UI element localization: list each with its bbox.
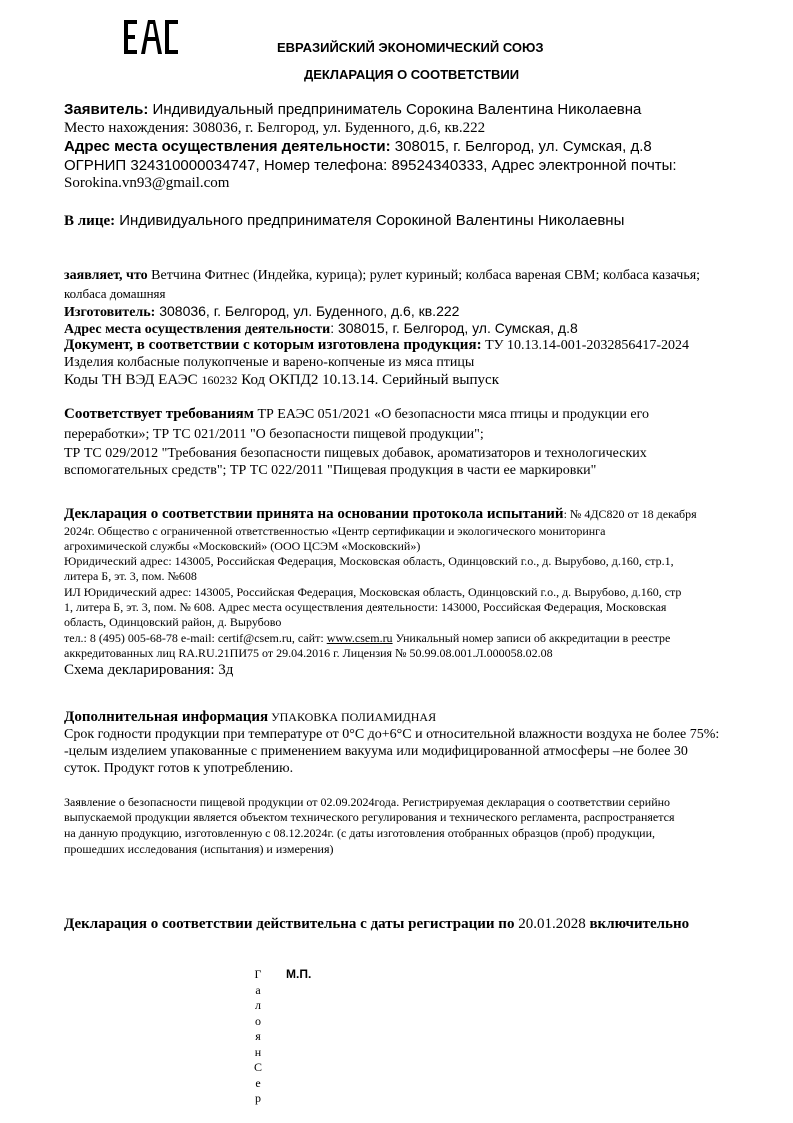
codes-prefix: Коды ТН ВЭД ЕАЭС bbox=[64, 372, 202, 388]
statement-line-2: выпускаемой продукции является объектом технического регулирования и технического регламента, распространяется bbox=[64, 810, 675, 824]
applicant-line bbox=[64, 101, 641, 118]
codes-line bbox=[64, 372, 499, 389]
document-line bbox=[64, 337, 689, 354]
declares-line bbox=[64, 268, 700, 284]
activity-line bbox=[64, 138, 652, 155]
doc-title: ДЕКЛАРАЦИЯ О СООТВЕТСТВИИ bbox=[304, 67, 520, 82]
protocol-line-4: Юридический адрес: 143005, Российская Федерация, Московская область, Одинцовский г.о., д. Вырубово, д.160, стр.1, bbox=[64, 554, 674, 568]
codes-tnved: 160232 bbox=[201, 373, 238, 387]
protocol-label: Декларация о соответствии принята на основании протокола испытаний bbox=[64, 506, 564, 522]
contacts-line: ОГРНИП 324310000034747, Номер телефона: 89524340333, Адрес электронной почты: bbox=[64, 157, 677, 174]
applicant-value: Индивидуальный предприниматель Сорокина Валентина Николаевна bbox=[148, 101, 642, 118]
person-label: В лице: bbox=[64, 213, 116, 229]
scheme-line: Схема декларирования: 3д bbox=[64, 662, 234, 678]
eac-logo bbox=[122, 18, 180, 61]
validity-line bbox=[64, 916, 689, 933]
protocol-line-7: 1, литера Б, эт. 3, пом. № 608. Адрес места осуществления деятельности: 143000, Российская Федерация, Московская bbox=[64, 600, 667, 614]
shelf-life-line-3: суток. Продукт готов к употреблению. bbox=[64, 761, 294, 776]
protocol-line-10: аккредитованных лиц RA.RU.21ПИ75 от 29.04.2016 г. Лицензия № 50.99.08.001.Л.000058.02.08 bbox=[64, 646, 553, 660]
manufacturer-label: Изготовитель: bbox=[64, 305, 156, 320]
manufacturer-activity-label: Адрес места осуществления деятельности bbox=[64, 322, 331, 337]
csem-site-link[interactable]: www.csem.ru bbox=[326, 631, 393, 645]
validity-prefix: Декларация о соответствии действительна с даты регистрации по bbox=[64, 916, 515, 932]
protocol-value: : № 4ДС820 от 18 декабря bbox=[563, 507, 697, 521]
requirements-line bbox=[64, 406, 649, 423]
requirements-label: Соответствует требованиям bbox=[64, 406, 254, 422]
requirements-line-3: ТР ТС 029/2012 "Требования безопасности пищевых добавок, ароматизаторов и технологических bbox=[64, 446, 647, 461]
manufacturer-activity-value: : 308015, г. Белгород, ул. Сумская, д.8 bbox=[330, 320, 578, 336]
activity-value: 308015, г. Белгород, ул. Сумская, д.8 bbox=[390, 138, 652, 155]
manufacturer-value: 308036, г. Белгород, ул. Буденного, д.6, кв.222 bbox=[155, 303, 460, 319]
person-line bbox=[64, 212, 624, 230]
requirements-line-2: переработки»; ТР ТС 021/2011 "О безопасности пищевой продукции"; bbox=[64, 427, 484, 442]
protocol-line-9 bbox=[64, 631, 670, 646]
declares-line-2: колбаса домашняя bbox=[64, 286, 166, 301]
protocol-accreditation: Уникальный номер записи об аккредитации в реестре bbox=[392, 631, 671, 645]
manufacturer-line bbox=[64, 303, 459, 321]
person-value: Индивидуального предпринимателя Сорокиной Валентины Николаевны bbox=[115, 212, 625, 229]
document-label: Документ, в соответствии с которым изготовлена продукция: bbox=[64, 337, 482, 353]
union-title: ЕВРАЗИЙСКИЙ ЭКОНОМИЧЕСКИЙ СОЮЗ bbox=[277, 40, 544, 55]
shelf-life-line-2: -целым изделием упакованные с применением вакуума или модифицированной атмосферы –не более 30 bbox=[64, 744, 688, 759]
eac-logo-graphic bbox=[122, 18, 180, 56]
statement-line-3: на данную продукцию, изготовленную с 08.12.2024г. (с даты изготовления отобранных образцов (проб) продукции, bbox=[64, 826, 656, 840]
declares-value: Ветчина Фитнес (Индейка, курица); рулет куриный; колбаса вареная СВМ; колбаса казачья; bbox=[147, 268, 701, 283]
additional-value: УПАКОВКА ПОЛИАМИДНАЯ bbox=[268, 710, 437, 724]
protocol-line-6: ИЛ Юридический адрес: 143005, Российская Федерация, Московская область, Одинцовский г.о., д. Вырубово, д.160, стр bbox=[64, 585, 682, 599]
requirements-line-1: ТР ЕАЭС 051/2021 «О безопасности мяса птицы и продукции его bbox=[253, 407, 650, 422]
additional-line bbox=[64, 709, 436, 726]
manufacturer-activity-line bbox=[64, 320, 578, 338]
protocol-line-8: область, Одинцовский район, д. Вырубово bbox=[64, 615, 282, 629]
protocol-line-3: агрохимической службы «Московский» (ООО ЦСЭМ «Московский») bbox=[64, 539, 421, 553]
stamp-label: М.П. bbox=[286, 967, 312, 981]
protocol-line-5: литера Б, эт. 3, пом. №608 bbox=[64, 569, 197, 583]
products-line: Изделия колбасные полукопченые и варено-копченые из мяса птицы bbox=[64, 355, 475, 370]
codes-rest: Код ОКПД2 10.13.14. Серийный выпуск bbox=[237, 372, 499, 388]
validity-date: 20.01.2028 bbox=[514, 916, 586, 932]
protocol-line-2: 2024г. Общество с ограниченной ответственностью «Центр сертификации и экологического мониторинга bbox=[64, 524, 606, 538]
signatory-name-vertical: ГалоянСер bbox=[253, 967, 262, 1105]
declares-label: заявляет, что bbox=[64, 268, 148, 283]
activity-label: Адрес места осуществления деятельности: bbox=[64, 138, 391, 155]
protocol-line bbox=[64, 506, 697, 523]
statement-line-1: Заявление о безопасности пищевой продукции от 02.09.2024года. Регистрируемая декларация о соответствии серийно bbox=[64, 795, 671, 809]
statement-line-4: прошедших исследования (испытания) и измерения) bbox=[64, 842, 334, 856]
email-line: Sorokina.vn93@gmail.com bbox=[64, 175, 230, 191]
protocol-contacts: тел.: 8 (495) 005-68-78 e-mail: certif@csem.ru, сайт: bbox=[64, 631, 327, 645]
document-value: ТУ 10.13.14-001-2032856417-2024 bbox=[481, 338, 690, 353]
validity-suffix: включительно bbox=[585, 916, 690, 932]
requirements-line-4: вспомогательных средств"; ТР ТС 022/2011 "Пищевая продукция в части ее маркировки" bbox=[64, 463, 597, 478]
applicant-label: Заявитель: bbox=[64, 101, 149, 118]
location-line: Место нахождения: 308036, г. Белгород, ул. Буденного, д.6, кв.222 bbox=[64, 120, 486, 136]
shelf-life-line: Срок годности продукции при температуре от 0°С до+6°С и относительной влажности воздуха не более 75%: bbox=[64, 727, 720, 742]
additional-label: Дополнительная информация bbox=[64, 709, 269, 725]
